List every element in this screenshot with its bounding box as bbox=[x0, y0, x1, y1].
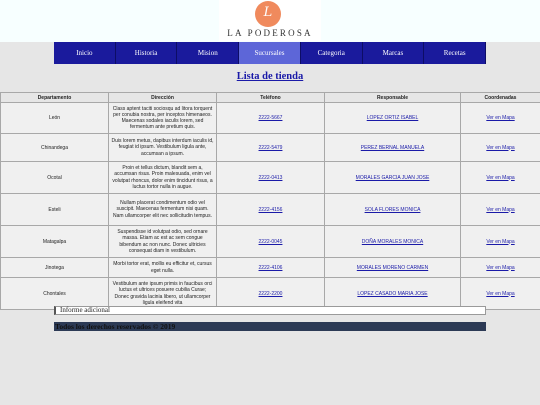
nav-item-inicio[interactable]: Inicio bbox=[54, 42, 116, 64]
nav-item-categoria[interactable]: Categoria bbox=[301, 42, 363, 64]
store-table bbox=[0, 92, 540, 310]
column-header-departamento: Departamento bbox=[1, 93, 109, 103]
cell-departamento: Ocotal bbox=[1, 162, 109, 194]
phone-link[interactable]: 2222-5479 bbox=[258, 144, 283, 151]
responsable-link[interactable]: DOÑA MORALES MONICA bbox=[361, 238, 424, 245]
table-row bbox=[1, 103, 540, 134]
nav-item-recetas[interactable]: Recetas bbox=[424, 42, 486, 64]
table-row bbox=[1, 162, 540, 194]
cell-departamento: Jinotega bbox=[1, 258, 109, 278]
phone-link[interactable]: 2222-4156 bbox=[258, 206, 283, 213]
nav-item-historia[interactable]: Historia bbox=[116, 42, 178, 64]
table-row bbox=[1, 226, 540, 258]
phone-link[interactable]: 2222-0045 bbox=[258, 238, 283, 245]
map-link[interactable]: Ver en Mapa bbox=[486, 290, 515, 297]
cell-departamento: Chinandega bbox=[1, 134, 109, 162]
main-nav bbox=[54, 42, 486, 64]
cell-direccion: Suspendisse id volutpat odio, sed ornare massa. Etiam ac est ac sem congue bibendum ac non nunc. Donec ultricies consequat diam in vestibulum. bbox=[109, 226, 217, 258]
additional-info-bar[interactable]: Informe adicional bbox=[54, 306, 486, 315]
map-link[interactable]: Ver en Mapa bbox=[486, 174, 515, 181]
nav-item-mision[interactable]: Mision bbox=[177, 42, 239, 64]
map-link[interactable]: Ver en Mapa bbox=[486, 238, 515, 245]
brand-logo[interactable] bbox=[219, 0, 321, 41]
column-header-responsable: Responsable bbox=[325, 93, 461, 103]
nav-item-marcas[interactable]: Marcas bbox=[363, 42, 425, 64]
table-header-row bbox=[1, 93, 540, 103]
responsable-link[interactable]: LOPEZ CASADO MARIA JOSE bbox=[357, 290, 428, 297]
cell-departamento: Matagalpa bbox=[1, 226, 109, 258]
column-header-telefono: Teléfono bbox=[217, 93, 325, 103]
responsable-link[interactable]: PEREZ BERNAL MANUELA bbox=[360, 144, 425, 151]
responsable-link[interactable]: SOLA FLORES MONICA bbox=[364, 206, 421, 213]
logo-emblem-icon bbox=[255, 1, 281, 27]
cell-direccion: Vestibulum ante ipsum primis in faucibus orci luctus et ultrices posuere cubilia Curae; Donec gravida lacinia libero, ut ullamcorper ligula eleifend vita bbox=[109, 278, 217, 310]
responsable-link[interactable]: MORALES MORENO CARMEN bbox=[356, 264, 429, 271]
map-link[interactable]: Ver en Mapa bbox=[486, 206, 515, 213]
phone-link[interactable]: 2222-2200 bbox=[258, 290, 283, 297]
brand-name: LA PODEROSA bbox=[227, 28, 313, 38]
phone-link[interactable]: 2222-5667 bbox=[258, 115, 283, 121]
nav-item-sucursales[interactable]: Sucursales bbox=[239, 42, 301, 64]
cell-direccion: Class aptent taciti sociosqu ad litora torquent per conubia nostra, per inceptos himenaeos. Maecenas sodales iaculis lorem, sed fermentum ante pretium quis. bbox=[109, 103, 217, 134]
cell-direccion: Morbi tortor erat, mollis eu efficitur et, cursus eget nulla. bbox=[109, 258, 217, 278]
cell-direccion: Proin et tellus dictum, blandit sem a, accumsan risus. Proin malesuada, enim vel volutpat rhoncus, dolor enim tincidunt risus, a luctus tortor nulla in augue. bbox=[109, 162, 217, 194]
responsable-link[interactable]: MORALES GARCIA JUAN JOSE bbox=[355, 174, 430, 181]
map-link[interactable]: Ver en Mapa bbox=[486, 115, 515, 121]
table-row bbox=[1, 194, 540, 226]
cell-direccion: Duis lorem metus, dapibus interdum iaculis id, feugiat id ipsum. Vestibulum ligula ante, accumsan a ipsum. bbox=[109, 134, 217, 162]
cell-departamento: Esteli bbox=[1, 194, 109, 226]
column-header-direccion: Dirección bbox=[109, 93, 217, 103]
cell-direccion: Nullam placerat condimentum odio vel suscipit. Maecenas fermentum nisi quam. Nam ullamcorper elit nec sollicitudin tempus. bbox=[109, 194, 217, 226]
table-row bbox=[1, 278, 540, 310]
logo-letter: L bbox=[263, 5, 273, 20]
table-row bbox=[1, 134, 540, 162]
phone-link[interactable]: 2222-0413 bbox=[258, 174, 283, 181]
cell-departamento: León bbox=[1, 103, 109, 134]
responsable-link[interactable]: LOPEZ ORTIZ ISABEL bbox=[366, 115, 419, 121]
map-link[interactable]: Ver en Mapa bbox=[486, 264, 515, 271]
map-link[interactable]: Ver en Mapa bbox=[486, 144, 515, 151]
phone-link[interactable]: 2222-4106 bbox=[258, 264, 283, 271]
footer-copyright: Todos los derechos reservados © 2019 bbox=[54, 322, 486, 331]
table-row bbox=[1, 258, 540, 278]
cell-departamento: Chontales bbox=[1, 278, 109, 310]
page-title[interactable]: Lista de tienda bbox=[236, 71, 304, 82]
column-header-coordenadas: Coordenadas bbox=[461, 93, 540, 103]
